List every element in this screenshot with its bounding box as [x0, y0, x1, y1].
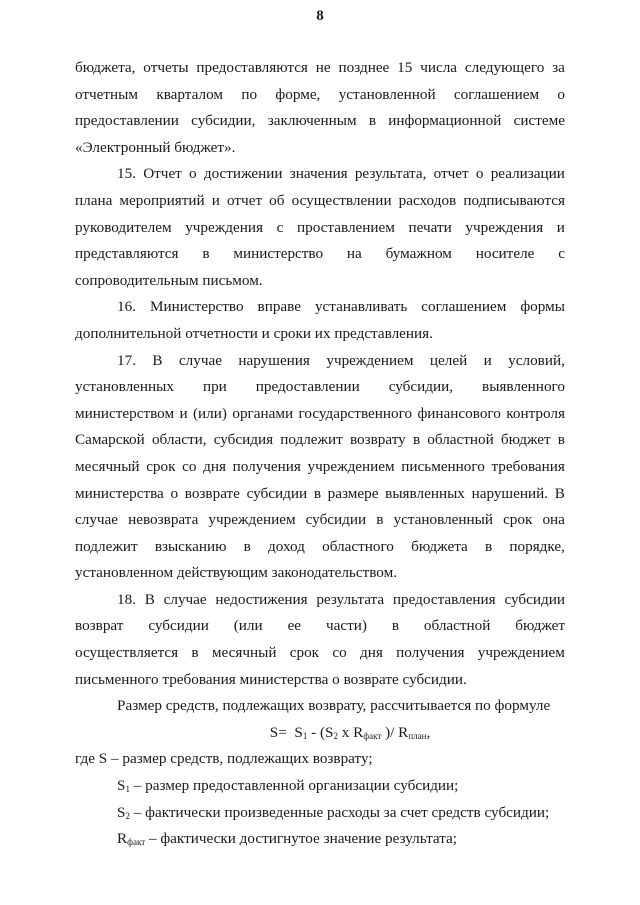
word: 15	[397, 59, 413, 76]
word: в	[391, 617, 399, 635]
word: устанавливать	[314, 298, 408, 316]
word: срок	[503, 511, 533, 529]
word: по	[241, 85, 258, 103]
def-text: – размер предоставленной организации субсидии;	[129, 777, 459, 795]
formula-fact-sub: факт	[363, 730, 382, 741]
word: на	[346, 245, 362, 263]
word: отчет	[433, 165, 469, 183]
word: областной	[423, 617, 491, 635]
word: Отчет	[143, 165, 182, 183]
word: учреждения	[465, 218, 544, 236]
word: субсидии	[504, 590, 565, 608]
paragraph-16-first-line	[75, 294, 565, 321]
word: условий,	[508, 351, 565, 369]
formula-times: x R	[337, 723, 364, 741]
word: учреждения	[185, 218, 263, 236]
text-line	[75, 534, 565, 561]
word: контроля	[506, 404, 565, 422]
text-line: установленном действующим законодательством.	[75, 564, 398, 582]
paragraph-17-first-line	[75, 348, 565, 375]
word: в	[202, 245, 210, 263]
word: установленных	[75, 378, 174, 396]
word: расходов	[398, 191, 457, 209]
word: министерством	[75, 404, 175, 422]
word: в	[368, 112, 377, 130]
word: со	[332, 644, 347, 662]
formula	[75, 720, 565, 747]
word: целей	[429, 351, 468, 369]
def-subscript: 1	[125, 784, 130, 795]
word: с	[276, 218, 284, 236]
word: месячный	[211, 644, 277, 662]
def-text: – фактически достигнутое значение результата;	[145, 830, 458, 848]
word: формы	[520, 298, 565, 316]
word: о	[189, 165, 197, 183]
word: В	[144, 590, 155, 608]
text-line: «Электронный бюджет».	[75, 138, 236, 156]
word: не	[315, 59, 331, 76]
word: в	[412, 431, 421, 449]
def-subscript: факт	[127, 837, 146, 848]
word: достижении	[203, 165, 283, 183]
text-line	[75, 374, 565, 401]
word: учреждением	[307, 457, 395, 475]
text-line	[75, 613, 565, 640]
word: руководителем	[75, 218, 172, 236]
word: части)	[325, 617, 367, 635]
word: дня	[360, 644, 383, 662]
word: В	[554, 484, 565, 502]
word: письменного	[401, 457, 485, 475]
text-line	[75, 427, 565, 454]
formula-end: ,	[426, 723, 431, 741]
word: отчет	[227, 191, 263, 209]
word: позднее	[338, 59, 390, 76]
word: осуществляется	[75, 644, 179, 662]
word: Самарской	[75, 431, 145, 449]
word: бюджета,	[75, 59, 136, 76]
text-line: письменного требования министерства о возврате субсидии.	[75, 670, 467, 688]
word: представляются	[75, 245, 179, 263]
word: результата	[316, 590, 385, 608]
word: бюджета	[411, 537, 468, 555]
word: в	[313, 484, 321, 502]
word: случае	[163, 590, 207, 608]
word: отчетным	[75, 85, 138, 103]
word: учреждением	[326, 351, 414, 369]
word: о	[475, 165, 484, 183]
word: она	[542, 511, 565, 529]
word: осуществлении	[291, 191, 392, 209]
word: требования	[491, 457, 565, 475]
word: недостижения	[215, 590, 308, 608]
word: возврате	[184, 484, 240, 502]
word: (или)	[193, 404, 227, 422]
text-line	[75, 215, 565, 242]
word: результата,	[354, 165, 427, 183]
formula-plan-sub: план	[408, 730, 427, 741]
word: в	[557, 431, 565, 449]
word: (или	[233, 617, 263, 635]
text-line	[75, 481, 565, 508]
word: невозврата	[128, 511, 199, 529]
definition-s2	[75, 800, 565, 827]
word: в	[243, 537, 251, 555]
text-line	[75, 401, 565, 428]
word: и	[483, 351, 492, 369]
word: бюджет	[515, 617, 565, 635]
word: бюджет	[500, 431, 551, 449]
word: о	[557, 85, 565, 103]
text-line	[75, 108, 565, 135]
word: в	[191, 644, 199, 662]
word: выявленного	[482, 378, 565, 396]
word: подлежит	[280, 431, 343, 449]
word: соглашением	[421, 298, 507, 316]
text-line	[75, 188, 565, 215]
word: предоставлении	[255, 378, 360, 396]
word: и	[211, 191, 220, 209]
word: установленной	[338, 85, 436, 103]
word: возврату	[349, 431, 406, 449]
definition-s1	[75, 773, 565, 800]
word: финансового	[417, 404, 501, 422]
word: и	[179, 404, 188, 422]
text-line	[75, 241, 565, 268]
word: заключенным	[267, 112, 357, 130]
word: печати	[408, 218, 452, 236]
word: министерства	[75, 484, 164, 502]
word: взысканию	[154, 537, 227, 555]
paragraph-18-first-line	[75, 587, 565, 614]
text-line	[75, 507, 565, 534]
word: носителе	[475, 245, 535, 263]
word: в	[484, 537, 493, 555]
def-symbol: S	[117, 803, 126, 821]
word: следующего	[464, 59, 545, 76]
word: субсидии	[305, 511, 367, 529]
word: размере	[327, 484, 379, 502]
word: о	[170, 484, 179, 502]
word: получения	[232, 457, 301, 475]
def-symbol: S	[117, 777, 126, 795]
word: и	[556, 218, 565, 236]
word: за	[552, 59, 565, 76]
def-text: – фактически произведенные расходы за счет средств субсидии;	[129, 803, 550, 821]
word: дня	[203, 457, 226, 475]
word: предоставлении	[75, 112, 179, 130]
word: субсидия	[213, 431, 274, 449]
word: установленный	[393, 511, 493, 529]
word: об	[269, 191, 285, 209]
word: ее	[287, 617, 302, 635]
word: срок	[289, 644, 320, 662]
definition-rfact	[75, 826, 565, 853]
word: областного	[322, 537, 394, 555]
text-line: сопроводительным письмом.	[75, 271, 263, 289]
formula-mid: - (S	[307, 723, 334, 741]
formula-lhs: S=	[269, 723, 287, 741]
word: министерство	[233, 245, 324, 263]
word: месячный	[75, 457, 140, 475]
word: 18.	[117, 590, 136, 608]
word: доход	[268, 537, 305, 555]
word: субсидии	[148, 617, 209, 635]
word: числа	[420, 59, 458, 76]
word: реализации	[490, 165, 565, 183]
word: бумажном	[385, 245, 452, 263]
word: 15.	[117, 165, 136, 183]
word: проставлением	[296, 218, 395, 236]
word: плана	[75, 191, 113, 209]
word: предоставления	[392, 590, 496, 608]
word: возврат	[75, 617, 124, 635]
formula-div: )/ R	[381, 723, 409, 741]
paragraph-15-first-line	[75, 161, 565, 188]
word: области,	[151, 431, 207, 449]
word: информационной	[388, 112, 502, 130]
word: органами	[232, 404, 294, 422]
word: форме,	[275, 85, 321, 103]
def-symbol: R	[117, 830, 128, 848]
page-number: 8	[316, 8, 324, 24]
text-line	[75, 454, 565, 481]
word: учреждением	[477, 644, 565, 662]
formula-s1-sub: 1	[302, 730, 308, 741]
word: нарушений.	[471, 484, 549, 502]
word: предоставляются	[196, 59, 308, 76]
def-subscript: 2	[125, 810, 130, 821]
word: нарушения	[238, 351, 310, 369]
word: срок	[146, 457, 176, 475]
formula-s1: S	[294, 723, 303, 741]
word: получения	[396, 644, 465, 662]
word: значения	[289, 165, 348, 183]
document-body	[75, 55, 565, 853]
word: случае	[178, 351, 222, 369]
word: соглашением	[453, 85, 540, 103]
word: 16.	[117, 298, 136, 316]
text-line	[75, 640, 565, 667]
word: отчеты	[143, 59, 189, 76]
word: случае	[75, 511, 119, 529]
word: вправе	[257, 298, 301, 316]
word: со	[182, 457, 197, 475]
word: подлежит	[75, 537, 138, 555]
word: субсидии	[246, 484, 308, 502]
text-line	[75, 82, 565, 109]
text-line: дополнительной отчетности и сроки их представления.	[75, 324, 433, 342]
word: областной	[427, 431, 494, 449]
word: порядке,	[509, 537, 565, 555]
word: мероприятий	[119, 191, 205, 209]
word: субсидии,	[388, 378, 454, 396]
word: выявленных	[385, 484, 465, 502]
where-line: где S – размер средств, подлежащих возврату;	[75, 750, 373, 768]
word: государственного	[298, 404, 413, 422]
formula-s2-sub: 2	[333, 730, 338, 741]
word: учреждением	[208, 511, 296, 529]
word: 17.	[117, 351, 136, 369]
word: системе	[513, 112, 565, 130]
word: В	[152, 351, 163, 369]
word: Министерство	[149, 298, 244, 316]
formula-intro: Размер средств, подлежащих возврату, рассчитывается по формуле	[117, 697, 551, 715]
word: с	[558, 245, 565, 263]
word: кварталом	[156, 85, 224, 103]
word: при	[202, 378, 227, 396]
text-line	[75, 55, 565, 82]
word: в	[376, 511, 384, 529]
word: субсидии,	[191, 112, 256, 130]
word: подписываются	[463, 191, 565, 209]
